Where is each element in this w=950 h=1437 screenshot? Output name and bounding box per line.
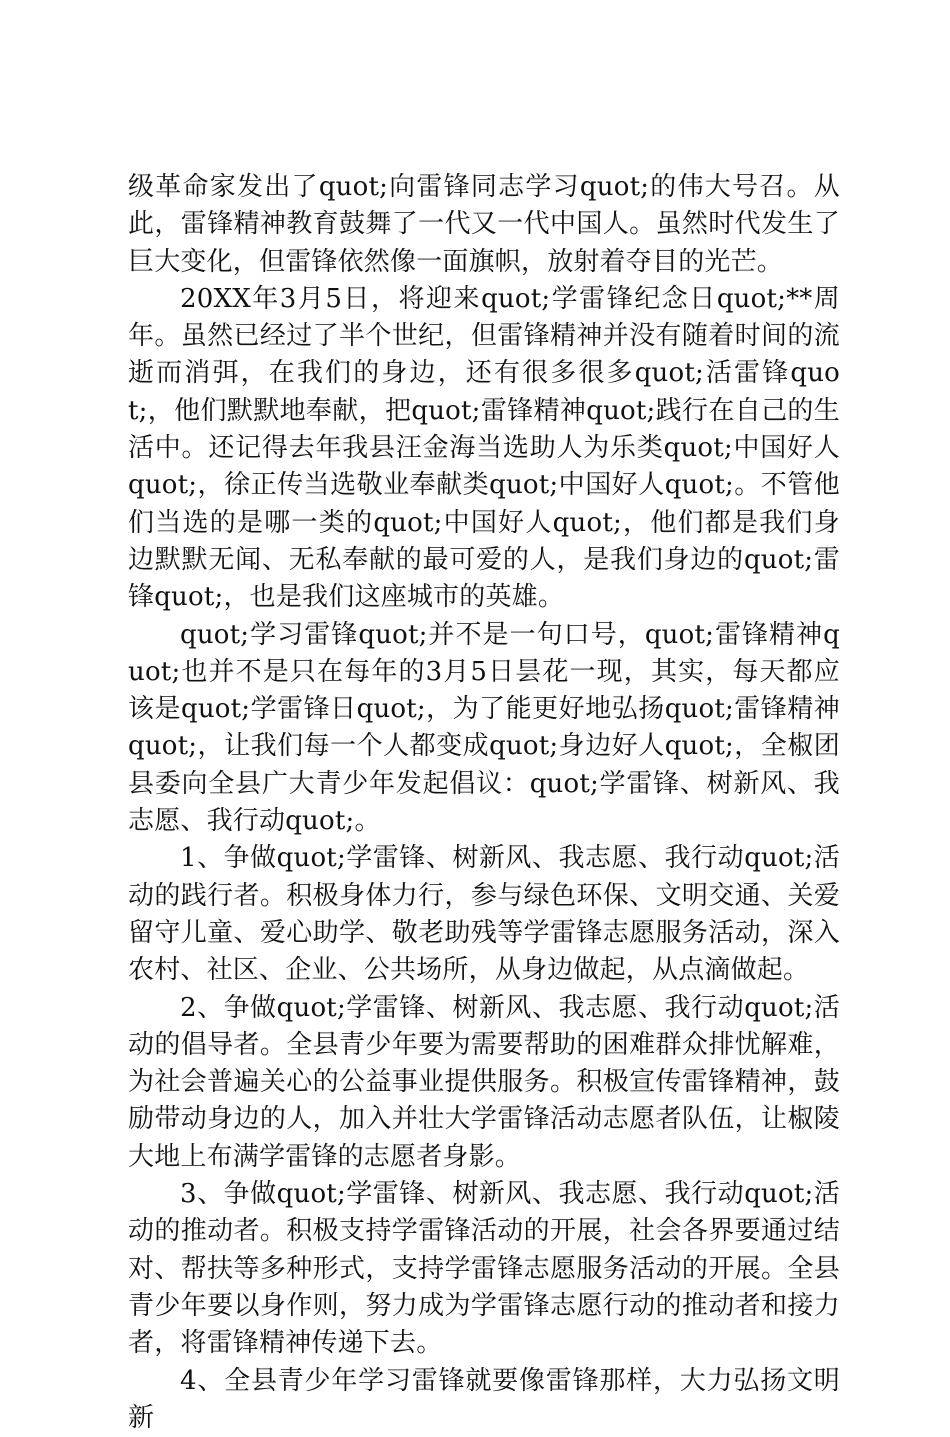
paragraph-2: 20XX年3月5日，将迎来quot;学雷锋纪念日quot;**周年。虽然已经过了半个世纪，但雷锋精神并没有随着时间的流逝而消弭，在我们的身边，还有很多很多quot;活雷锋quot;，他们默默地奉献，把quot;雷锋精神quot;践行在自己的生活中。还记得去年我县汪金海当选助人为乐类quot;中国好人quot;，徐正传当选敬业奉献类quot;中国好人quot;。不管他们当选的是哪一类的quot;中国好人quot;，他们都是我们身边默默无闻、无私奉献的最可爱的人，是我们身边的quot;雷锋quot;，也是我们这座城市的英雄。 [128,281,840,617]
paragraph-5: 2、争做quot;学雷锋、树新风、我志愿、我行动quot;活动的倡导者。全县青少年要为需要帮助的困难群众排忧解难，为社会普遍关心的公益事业提供服务。积极宣传雷锋精神，鼓励带动身边的人，加入并壮大学雷锋活动志愿者队伍，让椒陵大地上布满学雷锋的志愿者身影。 [128,990,840,1176]
paragraph-6: 3、争做quot;学雷锋、树新风、我志愿、我行动quot;活动的推动者。积极支持学雷锋活动的开展，社会各界要通过结对、帮扶等多种形式，支持学雷锋志愿服务活动的开展。全县青少年要以身作则，努力成为学雷锋志愿行动的推动者和接力者，将雷锋精神传递下去。 [128,1176,840,1362]
document-body [128,169,840,1437]
paragraph-3: quot;学习雷锋quot;并不是一句口号，quot;雷锋精神quot;也并不是只在每年的3月5日昙花一现，其实，每天都应该是quot;学雷锋日quot;，为了能更好地弘扬quot;雷锋精神quot;，让我们每一个人都变成quot;身边好人quot;，全椒团县委向全县广大青少年发起倡议：quot;学雷锋、树新风、我志愿、我行动quot;。 [128,617,840,841]
paragraph-1: 级革命家发出了quot;向雷锋同志学习quot;的伟大号召。从此，雷锋精神教育鼓舞了一代又一代中国人。虽然时代发生了巨大变化，但雷锋依然像一面旗帜，放射着夺目的光芒。 [128,169,840,281]
paragraph-4: 1、争做quot;学雷锋、树新风、我志愿、我行动quot;活动的践行者。积极身体力行，参与绿色环保、文明交通、关爱留守儿童、爱心助学、敬老助残等学雷锋志愿服务活动，深入农村、社区、企业、公共场所，从身边做起，从点滴做起。 [128,840,840,989]
paragraph-7: 4、全县青少年学习雷锋就要像雷锋那样，大力弘扬文明新 [128,1363,840,1437]
